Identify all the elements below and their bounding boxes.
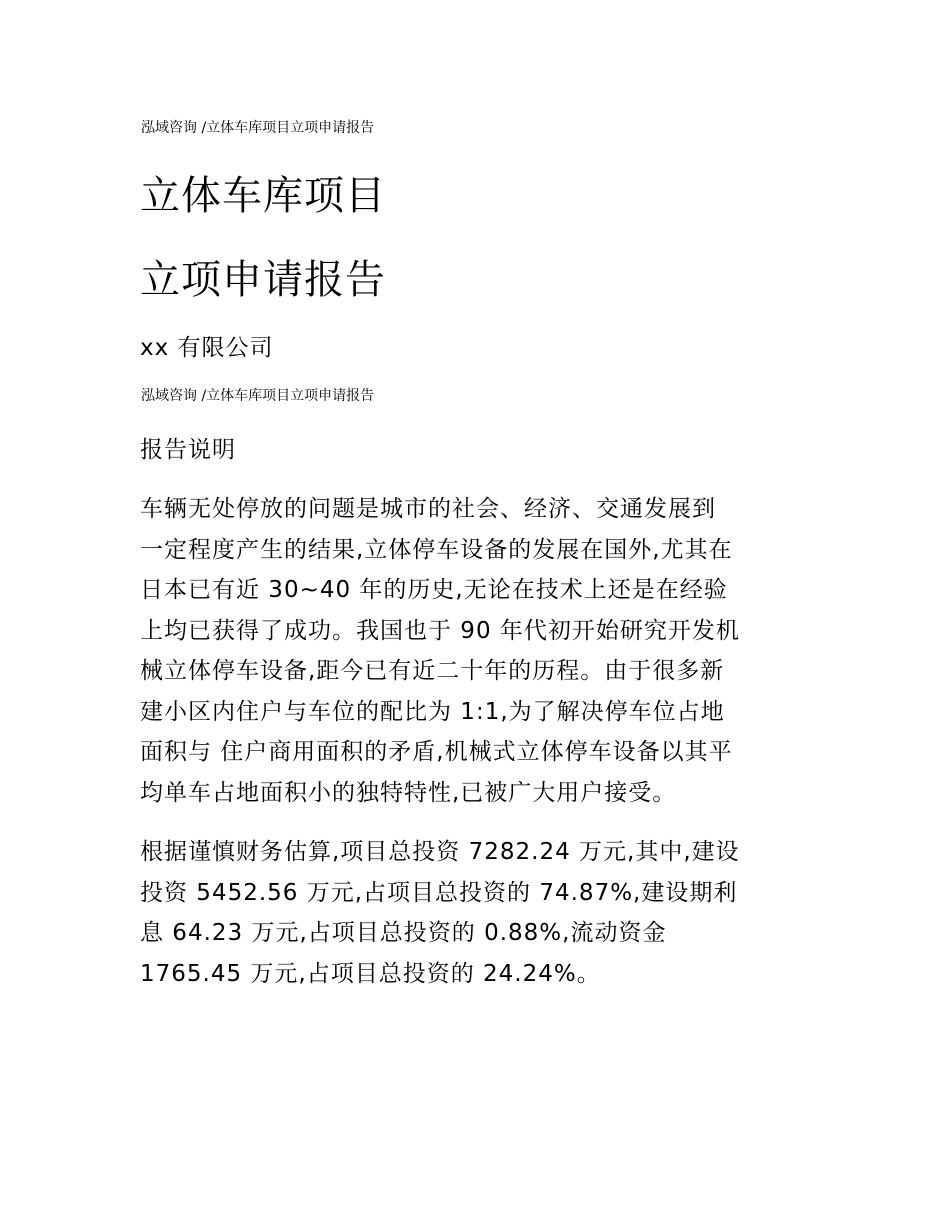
paragraph-line: 车辆无处停放的问题是城市的社会、经济、交通发展到 bbox=[140, 496, 716, 522]
paragraph-line: 一定程度产生的结果,立体停车设备的发展在国外,尤其在 bbox=[140, 536, 733, 563]
paragraph-line: 面积与 住户商用面积的矛盾,机械式立体停车设备以其平 bbox=[140, 739, 733, 765]
running-header: 泓域咨询 /立体车库项目立项申请报告 bbox=[141, 120, 375, 136]
paragraph-line: 息 64.23 万元,占项目总投资的 0.88%,流动资金 bbox=[140, 920, 667, 946]
paragraph-line: 上均已获得了成功。我国也于 90 年代初开始研究开发机 bbox=[140, 617, 740, 644]
paragraph-line: 日本已有近 30~40 年的历史,无论在技术上还是在经验 bbox=[140, 577, 728, 603]
paragraph-line: 1765.45 万元,占项目总投资的 24.24%。 bbox=[140, 960, 601, 987]
paragraph-line: 建小区内住户与车位的配比为 1:1,为了解决停车位占地 bbox=[140, 698, 725, 725]
company-name: xx 有限公司 bbox=[140, 335, 274, 361]
paragraph-line: 械立体停车设备,距今已有近二十年的历程。由于很多新 bbox=[140, 658, 725, 684]
paragraph-line: 根据谨慎财务估算,项目总投资 7282.24 万元,其中,建设 bbox=[140, 839, 740, 865]
paragraph-investment bbox=[140, 832, 820, 994]
paragraph-line: 均单车占地面积小的独特特性,已被广大用户接受。 bbox=[140, 779, 677, 806]
document-title-line-1: 立体车库项目 bbox=[140, 173, 386, 219]
section-heading: 报告说明 bbox=[140, 437, 236, 463]
paragraph-background bbox=[140, 489, 820, 813]
document-title-line-2: 立项申请报告 bbox=[140, 257, 386, 303]
running-header: 泓域咨询 /立体车库项目立项申请报告 bbox=[141, 388, 375, 404]
paragraph-line: 投资 5452.56 万元,占项目总投资的 74.87%,建设期利 bbox=[140, 879, 738, 906]
